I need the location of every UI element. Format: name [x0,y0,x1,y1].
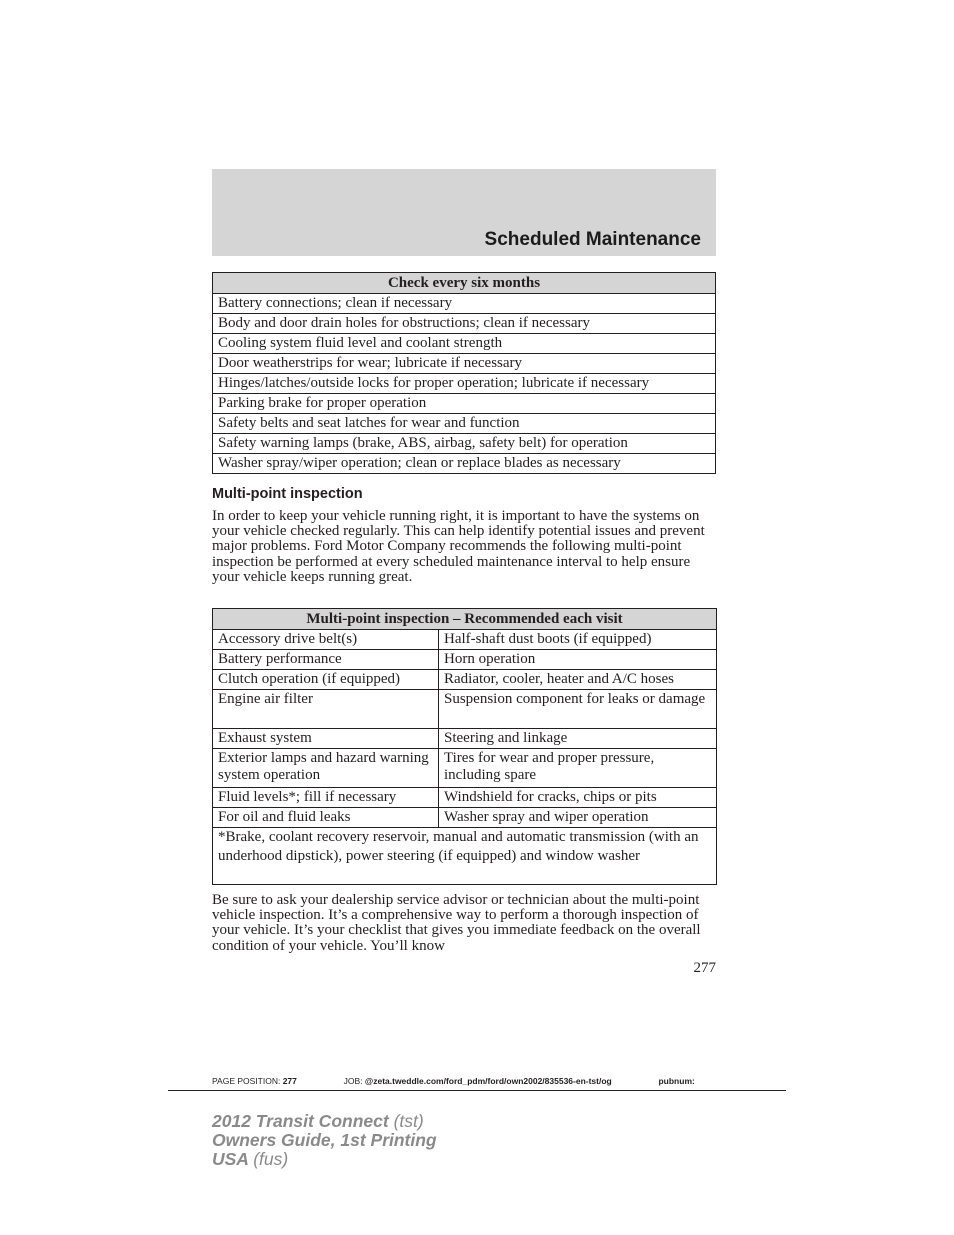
table-cell: Exhaust system [213,729,439,749]
table-cell: Door weatherstrips for wear; lubricate if necessary [213,354,716,374]
table-cell: Engine air filter [213,690,439,729]
footer-pubnum-label: pubnum: [658,1076,695,1086]
footer-job-label: JOB: [343,1076,363,1086]
table-cell: Radiator, cooler, heater and A/C hoses [439,670,717,690]
header-band [212,169,716,256]
footer-position-label: PAGE POSITION: [212,1076,281,1086]
table-cell: Parking brake for proper operation [213,394,716,414]
closing-paragraph: Be sure to ask your dealership service advisor or technician about the multi-point vehicle inspection. It’s a comprehensive way to perform a thorough inspection of your vehicle. It’s your checklist that gives you immediate feedback on the overall condition of your vehicle. You’ll know [212,892,701,954]
table-cell: Washer spray/wiper operation; clean or replace blades as necessary [213,454,716,474]
table-row [213,690,717,729]
table-cell: Battery connections; clean if necessary [213,294,716,314]
page-title: Scheduled Maintenance [484,229,701,250]
print-footer [212,1076,695,1086]
six-month-check-table [212,272,716,474]
table-row [213,374,716,394]
guide-edition: Owners Guide, 1st Printing [212,1130,437,1150]
guide-identification [212,1112,437,1169]
table-cell: Washer spray and wiper operation [439,808,717,828]
table-cell: Half-shaft dust boots (if equipped) [439,630,717,650]
table-row [213,294,716,314]
table-cell: Windshield for cracks, chips or pits [439,788,717,808]
table-cell: Body and door drain holes for obstructions; clean if necessary [213,314,716,334]
table-footnote: *Brake, coolant recovery reservoir, manual and automatic transmission (with an underhood dipstick), power steering (if equipped) and window washer [213,828,717,885]
footer-divider [168,1090,786,1091]
table-row [213,670,717,690]
table-row [213,454,716,474]
guide-market-code: (fus) [253,1149,289,1169]
table-row [213,808,717,828]
table-row [213,729,717,749]
table-cell: Hinges/latches/outside locks for proper operation; lubricate if necessary [213,374,716,394]
table-cell: Safety belts and seat latches for wear and function [213,414,716,434]
guide-market: USA [212,1149,249,1169]
table-row [213,354,716,374]
table-row [213,314,716,334]
table-cell: Accessory drive belt(s) [213,630,439,650]
section-title: Multi-point inspection [212,486,363,502]
table-cell: Steering and linkage [439,729,717,749]
table-row [213,630,717,650]
table-row [213,434,716,454]
table-row [213,394,716,414]
table-row [213,650,717,670]
table-cell: Fluid levels*; fill if necessary [213,788,439,808]
page-number: 277 [693,960,716,976]
table-row [213,788,717,808]
table-cell: Safety warning lamps (brake, ABS, airbag, safety belt) for operation [213,434,716,454]
table-heading: Check every six months [213,273,716,294]
table-cell: Suspension component for leaks or damage [439,690,717,729]
table-cell: Horn operation [439,650,717,670]
table-row [213,828,717,885]
table-cell: Battery performance [213,650,439,670]
guide-model: 2012 Transit Connect [212,1111,389,1131]
table-row [213,749,717,788]
multipoint-inspection-table [212,608,717,885]
footer-position-value: 277 [282,1076,297,1086]
table-cell: Cooling system fluid level and coolant strength [213,334,716,354]
table-heading: Multi-point inspection – Recommended each visit [213,609,717,630]
footer-job-value: @zeta.tweddle.com/ford_pdm/ford/own2002/835536-en-tst/og [364,1076,612,1086]
table-cell: Tires for wear and proper pressure, including spare [439,749,717,788]
table-row [213,414,716,434]
table-row [213,334,716,354]
intro-paragraph: In order to keep your vehicle running right, it is important to have the systems on your vehicle checked regularly. This can help identify potential issues and prevent major problems. Ford Motor Company recommends the following multi-point inspection be performed at every scheduled maintenance interval to help ensure your vehicle keeps running great. [212,508,705,585]
table-cell: For oil and fluid leaks [213,808,439,828]
guide-model-code: (tst) [393,1111,424,1131]
table-cell: Clutch operation (if equipped) [213,670,439,690]
table-cell: Exterior lamps and hazard warning system operation [213,749,439,788]
